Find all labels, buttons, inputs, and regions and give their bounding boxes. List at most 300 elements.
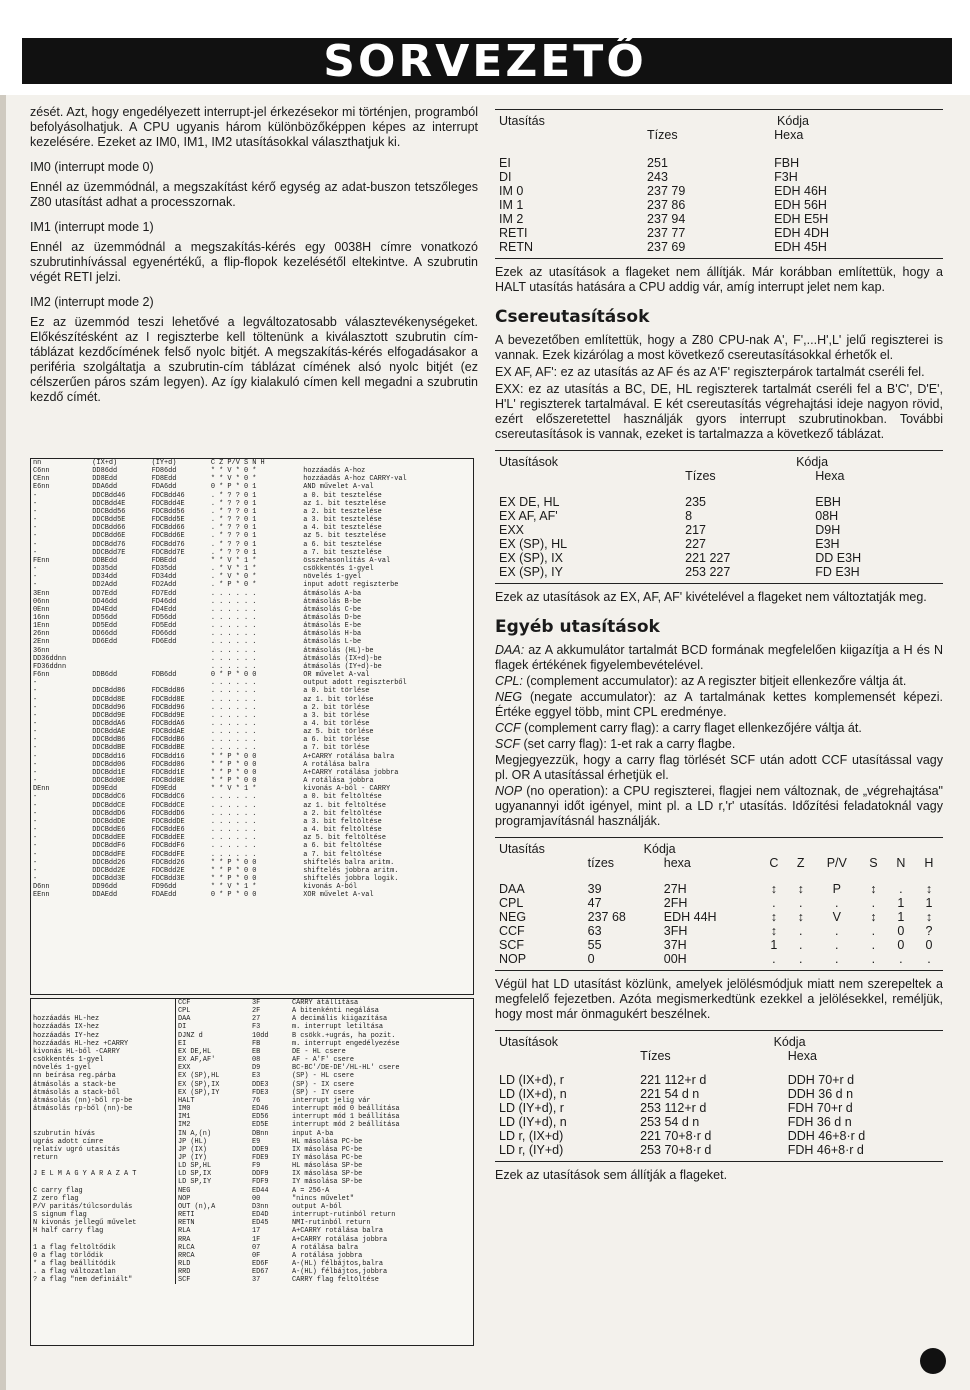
table-row bbox=[495, 1143, 943, 1157]
listing-cell: . . . . . . bbox=[210, 728, 257, 737]
listing-cell: FDCBddA6 bbox=[151, 720, 185, 728]
opcode-cell: 00 bbox=[252, 1194, 261, 1203]
listing-table bbox=[31, 459, 473, 899]
opcode-cell: E3 bbox=[252, 1072, 261, 1081]
legend-cell: S signum flag bbox=[33, 1211, 87, 1220]
listing2-row bbox=[31, 1138, 473, 1146]
opcode-cell: FDE3 bbox=[252, 1088, 269, 1097]
listing-cell: DDCBdd96 bbox=[92, 703, 126, 712]
listing-cell: DD36ddnn bbox=[33, 654, 67, 663]
col-header-tizes: Tízes bbox=[685, 469, 716, 483]
listing-cell: FD34dd bbox=[151, 573, 177, 582]
decimal-code-cell: 237 86 bbox=[647, 198, 686, 212]
table-row bbox=[495, 212, 943, 226]
listing-cell: - bbox=[33, 491, 38, 500]
listing-cell bbox=[90, 679, 149, 687]
listing-cell: FDCBdd2E bbox=[151, 866, 185, 875]
description-cell: A-(HL) félbájtos,balra bbox=[292, 1260, 383, 1268]
decimal-code-cell: 63 bbox=[587, 924, 602, 938]
ld-table bbox=[495, 1030, 943, 1162]
listing-row bbox=[31, 590, 473, 598]
listing-cell: DDCBdd5E bbox=[92, 516, 126, 525]
decimal-code-cell: 8 bbox=[685, 509, 693, 523]
listing-cell: DD86dd bbox=[92, 467, 118, 476]
legend-cell: N kivonás jellegű művelet bbox=[33, 1219, 137, 1228]
opcode-cell: ED44 bbox=[252, 1186, 269, 1195]
listing-cell: az 1. bit tesztelése bbox=[303, 499, 386, 508]
listing-cell: FEnn bbox=[33, 556, 50, 565]
listing-row bbox=[31, 696, 473, 704]
listing-cell: AND művelet A-val bbox=[303, 483, 374, 492]
description-cell: m. interrupt engedélyezése bbox=[292, 1039, 400, 1048]
opcode-cell: 37 bbox=[252, 1276, 261, 1285]
description-cell: (SP) - HL csere bbox=[292, 1072, 355, 1081]
listing-row bbox=[31, 679, 473, 687]
nop-text: (no operation): a CPU regiszterei, flagjei nem változnak, de „végrehajtása" ugyanannyi időt igényel, mint pl. a LD r,'r' utasítás. Időzítési feladatoknál vagy programjavításnál használják. bbox=[495, 784, 943, 828]
listing-cell: a 6. bit tesztelése bbox=[303, 540, 382, 549]
listing-cell: FDCBdd06 bbox=[151, 760, 185, 769]
listing-cell: FDCBdd16 bbox=[151, 752, 185, 761]
flag-cell: . bbox=[799, 896, 803, 910]
listing-cell: - bbox=[33, 809, 38, 818]
listing-row bbox=[31, 842, 473, 850]
page-end-dot bbox=[920, 1348, 946, 1374]
description-cell: A decimális kiigazítása bbox=[292, 1015, 388, 1024]
col-header-hexa: hexa bbox=[663, 856, 691, 870]
description-cell: IX másolása PC-be bbox=[292, 1145, 363, 1154]
hex-code-cell: FBH bbox=[774, 156, 800, 170]
listing2-row bbox=[31, 1236, 473, 1244]
listing-row bbox=[31, 606, 473, 614]
listing-cell: átmásolás C-be bbox=[303, 605, 362, 614]
listing-cell: - bbox=[33, 728, 38, 737]
listing-cell: . . . . . . bbox=[210, 679, 257, 688]
listing2-row bbox=[31, 1162, 473, 1170]
decimal-code-cell: 47 bbox=[587, 896, 602, 910]
mnemonic-cell: JP (IY) bbox=[176, 1154, 251, 1162]
legend-cell: hozzáadás HL-hez +CARRY bbox=[33, 1039, 129, 1048]
listing-row bbox=[31, 744, 473, 752]
listing-cell: . . . . . . bbox=[210, 687, 257, 696]
instruction-cell: DAA bbox=[499, 882, 525, 896]
col-header-hexa: Hexa bbox=[815, 469, 845, 483]
listing-row bbox=[31, 630, 473, 638]
decimal-code-cell: 251 bbox=[647, 156, 668, 170]
listing-cell: - bbox=[33, 703, 38, 712]
listing-cell: FDCBdd56 bbox=[151, 507, 185, 516]
legend-cell: relatív ugró utasítás bbox=[33, 1145, 120, 1154]
listing-row bbox=[31, 687, 473, 695]
listing-row bbox=[31, 712, 473, 720]
listing-cell: A+CARRY rotálása balra bbox=[303, 752, 395, 761]
flag-cell: . bbox=[927, 952, 931, 966]
flag-cell: . bbox=[871, 938, 876, 952]
listing-row bbox=[31, 508, 473, 516]
listing-cell: FDCBdd26 bbox=[151, 858, 185, 867]
after-table4-text: Ezek az utasítások sem állítják a flageket. bbox=[495, 1168, 728, 1182]
listing-cell: E6nn bbox=[33, 483, 50, 492]
description-cell: interrupt-rutinból return bbox=[292, 1211, 396, 1220]
opcode-cell: FDF9 bbox=[252, 1178, 269, 1187]
listing-cell: FDCBdd9E bbox=[151, 711, 185, 720]
instruction-cell: IM 0 bbox=[499, 184, 524, 198]
listing-cell: FDCBdd66 bbox=[151, 524, 185, 533]
listing-cell: FDCBddD6 bbox=[151, 809, 185, 818]
col-header-hexa: Hexa bbox=[787, 1049, 817, 1063]
legend-cell: szubrutin hívás bbox=[33, 1129, 96, 1138]
listing-cell: FDCBdd1E bbox=[151, 768, 185, 777]
listing-cell: * * P * 0 0 bbox=[210, 760, 257, 769]
page-header bbox=[0, 0, 970, 95]
instruction-cell: EX (SP), IX bbox=[499, 551, 563, 565]
listing-cell: FDCBddFE bbox=[151, 850, 185, 859]
listing-cell: . . . . . . bbox=[210, 711, 257, 720]
listing-cell: - bbox=[33, 760, 38, 769]
opcode-cell: 27 bbox=[252, 1015, 261, 1024]
ccf-desc bbox=[495, 721, 943, 736]
daa-term: DAA: bbox=[495, 643, 525, 657]
decimal-code-cell: 0 bbox=[587, 952, 595, 966]
mnemonic-cell: LD SP,IX bbox=[176, 1170, 251, 1178]
listing-cell bbox=[90, 663, 149, 671]
listing-row bbox=[31, 541, 473, 549]
listing2-row bbox=[31, 1170, 473, 1178]
listing-row bbox=[31, 565, 473, 573]
listing-row bbox=[31, 549, 473, 557]
listing-cell: A rotálása jobbra bbox=[303, 777, 374, 786]
listing2-table bbox=[31, 999, 473, 1284]
listing2-row bbox=[31, 1130, 473, 1138]
table-row bbox=[495, 896, 943, 910]
table-row bbox=[495, 565, 943, 579]
opcode-cell: DDF9 bbox=[252, 1170, 269, 1179]
listing-cell: az 1. bit feltöltése bbox=[303, 801, 386, 810]
listing-cell: . . . . . . bbox=[210, 589, 257, 598]
listing-cell: FD86dd bbox=[151, 467, 177, 476]
listing-cell: - bbox=[33, 687, 38, 696]
scf-term: SCF bbox=[495, 737, 520, 751]
legend-cell bbox=[31, 1007, 176, 1015]
table-row bbox=[495, 509, 943, 523]
flag-cell: ↕ bbox=[770, 882, 777, 896]
listing-cell: a 6. bit feltöltése bbox=[303, 842, 382, 851]
table-row bbox=[495, 938, 943, 952]
listing-cell: . * ? ? 0 1 bbox=[210, 532, 257, 541]
legend-cell: C carry flag bbox=[33, 1186, 83, 1195]
interrupt-table bbox=[495, 109, 943, 259]
opcode-cell: ED56 bbox=[252, 1113, 269, 1122]
listing-cell: - bbox=[33, 573, 38, 582]
legend-cell bbox=[31, 1236, 176, 1244]
listing-cell: . * V * 0 * bbox=[210, 573, 257, 582]
listing-cell: átmásolás H-ba bbox=[303, 630, 362, 639]
opcode-cell: DDE9 bbox=[252, 1145, 269, 1154]
listing-cell: 26nn bbox=[33, 630, 50, 639]
mnemonic-cell: EX (SP),IX bbox=[176, 1081, 251, 1089]
listing-cell: 16nn bbox=[33, 613, 50, 622]
listing-row bbox=[31, 728, 473, 736]
decimal-code-cell: 221 227 bbox=[685, 551, 731, 565]
listing-cell: átmásolás (IY+d)-be bbox=[303, 662, 382, 671]
listing-cell: kivonás A-ból bbox=[303, 883, 358, 892]
listing2-row bbox=[31, 999, 473, 1007]
listing-cell: - bbox=[33, 768, 38, 777]
listing-row bbox=[31, 834, 473, 842]
flag-cell: ↕ bbox=[870, 910, 877, 924]
description-cell: interrupt mód 2 beállítása bbox=[292, 1121, 400, 1130]
neg-text: (negate accumulator): az A tartalmának kettes komplemensét képezi. Értéke eggyel több, mint CPL eredménye. bbox=[495, 690, 943, 719]
listing2-row bbox=[31, 1252, 473, 1260]
listing-cell: - bbox=[33, 866, 38, 875]
listing2-row bbox=[31, 1081, 473, 1089]
listing-cell: DDBEdd bbox=[92, 556, 118, 565]
listing-cell: FDCBdd76 bbox=[151, 540, 185, 549]
listing-cell: - bbox=[33, 524, 38, 533]
listing-cell: DDCBdd46 bbox=[92, 491, 126, 500]
listing-cell: DDCBdd06 bbox=[92, 760, 126, 769]
listing-cell: - bbox=[33, 834, 38, 843]
listing2-row bbox=[31, 1064, 473, 1072]
listing-cell: DDCBdd8E bbox=[92, 695, 126, 704]
description-cell: DE - HL csere bbox=[292, 1047, 346, 1056]
table-row bbox=[495, 551, 943, 565]
listing-row bbox=[31, 704, 473, 712]
listing2-row bbox=[31, 1211, 473, 1219]
listing-cell: FDCBddAE bbox=[151, 728, 185, 737]
listing-row bbox=[31, 818, 473, 826]
listing-cell: a 3. bit törlése bbox=[303, 711, 370, 720]
ccf-text: (complement carry flag): a carry flaget ellenkezőjére váltja át. bbox=[520, 721, 862, 735]
flag-cell: ? bbox=[925, 924, 933, 938]
mnemonic-cell: EX AF,AF' bbox=[176, 1056, 251, 1064]
instruction-cell: CPL bbox=[499, 896, 524, 910]
opcode-cell: 76 bbox=[252, 1096, 261, 1105]
listing-cell: a 7. bit tesztelése bbox=[303, 548, 382, 557]
listing-cell: FDCBddCE bbox=[151, 801, 185, 810]
flag-cell: . bbox=[871, 896, 876, 910]
listing2-row bbox=[31, 1048, 473, 1056]
listing-cell: DD4Edd bbox=[92, 605, 118, 614]
listing-cell: - bbox=[33, 507, 38, 516]
listing-row bbox=[31, 581, 473, 589]
listing-cell: . . . . . . bbox=[210, 630, 257, 639]
instruction-cell: RETI bbox=[499, 226, 528, 240]
opcode-cell: 2F bbox=[252, 1007, 261, 1016]
listing-cell: DDCBddAE bbox=[92, 728, 126, 737]
listing-cell: - bbox=[33, 540, 38, 549]
listing-cell: . . . . . . bbox=[210, 744, 257, 753]
right-column bbox=[495, 105, 943, 1191]
listing-cell: FDCBdd46 bbox=[151, 491, 185, 500]
legend-cell: ? a flag "nem definiált" bbox=[33, 1276, 133, 1285]
listing-cell: átmásolás L-be bbox=[303, 638, 362, 647]
ccf-term: CCF bbox=[495, 721, 521, 735]
listing-cell: - bbox=[33, 793, 38, 802]
listing-cell: - bbox=[33, 842, 38, 851]
listing-cell: FDCBddE6 bbox=[151, 826, 185, 835]
listing-header-row bbox=[31, 459, 473, 467]
left-column bbox=[30, 105, 478, 413]
legend-cell bbox=[31, 1178, 176, 1186]
mnemonic-cell: EX DE,HL bbox=[176, 1048, 251, 1056]
listing2-row bbox=[31, 1203, 473, 1211]
listing-cell: D6nn bbox=[33, 883, 50, 892]
listing-cell: EEnn bbox=[33, 891, 50, 900]
hex-code-cell: F3H bbox=[774, 170, 798, 184]
decimal-code-cell: 237 68 bbox=[587, 910, 626, 924]
listing-row bbox=[31, 492, 473, 500]
listing-cell: FDCBdd86 bbox=[151, 687, 185, 696]
listing-cell: . . . . . . bbox=[210, 622, 257, 631]
listing-cell: DDCBddCE bbox=[92, 801, 126, 810]
listing-cell: hozzáadás A-hoz bbox=[303, 467, 366, 476]
listing-cell: FDBEdd bbox=[151, 556, 177, 565]
hex-code-cell: EDH 45H bbox=[774, 240, 827, 254]
listing-row bbox=[31, 671, 473, 679]
hex-code-cell: EBH bbox=[815, 495, 841, 509]
listing-cell: DD96dd bbox=[92, 883, 118, 892]
listing-row bbox=[31, 883, 473, 891]
decimal-code-cell: 227 bbox=[685, 537, 706, 551]
opcode-cell: F3 bbox=[252, 1023, 261, 1032]
table-row bbox=[495, 226, 943, 240]
listing-cell: DDCBddE6 bbox=[92, 826, 126, 835]
instruction-listing-2 bbox=[30, 998, 474, 1346]
listing-cell: DDCBddEE bbox=[92, 834, 126, 843]
listing-cell: . * ? ? 0 1 bbox=[210, 548, 257, 557]
flag-cell: . bbox=[835, 924, 839, 938]
flag-cell: V bbox=[832, 910, 841, 924]
listing-cell: . . . . . . bbox=[210, 654, 257, 663]
closing-paragraph: Végül hat LD utasítást közlünk, amelyek jelölésmódjuk miatt nem szerepeltek a megfelelő fejezetben. Azóta megismerkedtünk ezekkel a jelölésekkel, reméljük, hogy most már önmagukért beszélnek. bbox=[495, 977, 943, 1021]
nop-term: NOP bbox=[495, 784, 523, 798]
listing-cell: a 3. bit feltöltése bbox=[303, 817, 382, 826]
instruction-cell: LD (IX+d), r bbox=[499, 1073, 564, 1087]
mnemonic-cell: JP (HL) bbox=[176, 1138, 251, 1146]
flag-cell: ↕ bbox=[797, 882, 804, 896]
table-row bbox=[495, 1115, 943, 1129]
listing-cell: FD9Edd bbox=[151, 785, 177, 794]
description-cell: interrupt mód 0 beállítása bbox=[292, 1105, 400, 1114]
listing-cell: - bbox=[33, 817, 38, 826]
listing-cell: XOR művelet A-val bbox=[303, 891, 374, 900]
listing-header-cell bbox=[301, 459, 473, 467]
listing-cell: DD46dd bbox=[92, 597, 118, 606]
listing-cell: a 7. bit feltöltése bbox=[303, 850, 382, 859]
listing-cell: OR művelet A-val bbox=[303, 671, 370, 680]
listing-cell: 1Enn bbox=[33, 622, 50, 631]
listing-cell: DDCBddD6 bbox=[92, 809, 126, 818]
listing2-row bbox=[31, 1195, 473, 1203]
legend-cell: hozzáadás IY-hez bbox=[33, 1031, 100, 1040]
flag-header: Z bbox=[796, 856, 805, 870]
decimal-code-cell: 237 69 bbox=[647, 240, 686, 254]
listing-cell: a 2. bit tesztelése bbox=[303, 507, 382, 516]
listing-row bbox=[31, 647, 473, 655]
table-row bbox=[495, 1101, 943, 1115]
description-cell: HL másolása PC-be bbox=[292, 1137, 363, 1146]
listing-cell: - bbox=[33, 801, 38, 810]
daa-text: az A akkumulátor tartalmát BCD formának megfelelően kiigazítja a H és N flagek értékének figyelembevételével. bbox=[495, 643, 943, 672]
listing-row bbox=[31, 891, 473, 899]
hex-code-cell: 08H bbox=[815, 509, 839, 523]
decimal-code-cell: 221 70+8·r d bbox=[640, 1129, 712, 1143]
mnemonic-cell: IM1 bbox=[176, 1113, 251, 1121]
legend-cell: Z zero flag bbox=[33, 1194, 79, 1203]
description-cell: B csökk.+ugrás, ha pozit. bbox=[292, 1031, 396, 1040]
flag-cell: . bbox=[871, 924, 876, 938]
mnemonic-cell: IM2 bbox=[176, 1121, 251, 1129]
flag-header: H bbox=[924, 856, 934, 870]
cpl-text: (complement accumulator): az A regiszter bitjeit ellenkezőre váltja át. bbox=[522, 674, 907, 688]
legend-cell: return bbox=[33, 1153, 58, 1162]
listing-header-cell: C Z P/V S N H bbox=[210, 459, 265, 467]
hex-code-cell: FDH 70+r d bbox=[787, 1101, 853, 1115]
listing-cell: a 2. bit törlése bbox=[303, 703, 370, 712]
listing-row bbox=[31, 557, 473, 565]
listing-cell: output adott regiszterből bbox=[303, 679, 407, 688]
mnemonic-cell: EX (SP),HL bbox=[176, 1072, 251, 1080]
mnemonic-cell: LD SP,IY bbox=[176, 1178, 251, 1186]
listing-cell: * * P * 0 0 bbox=[210, 752, 257, 761]
listing-row bbox=[31, 875, 473, 883]
listing-cell: FDCBdd5E bbox=[151, 516, 185, 525]
scf-desc bbox=[495, 737, 943, 752]
listing-cell: FD46dd bbox=[151, 597, 177, 606]
listing-cell: FDCBdd6E bbox=[151, 532, 185, 541]
listing2-row bbox=[31, 1187, 473, 1195]
listing-cell: összehasonlítás A-val bbox=[303, 556, 391, 565]
mnemonic-cell: EX (SP),IY bbox=[176, 1089, 251, 1097]
hex-code-cell: EDH 56H bbox=[774, 198, 827, 212]
mnemonic-cell: NEG bbox=[176, 1187, 251, 1195]
mnemonic-cell: RLD bbox=[176, 1260, 251, 1268]
opcode-cell: FDE9 bbox=[252, 1153, 269, 1162]
opcode-cell: 07 bbox=[252, 1243, 261, 1252]
decimal-code-cell: 235 bbox=[685, 495, 706, 509]
listing-row bbox=[31, 500, 473, 508]
instruction-cell: IM 2 bbox=[499, 212, 524, 226]
instruction-cell: RETN bbox=[499, 240, 534, 254]
listing-cell: . . . . . . bbox=[210, 613, 257, 622]
listing-cell: . . . . . . bbox=[210, 850, 257, 859]
listing-cell: shiftelés jobbra logik. bbox=[303, 874, 399, 883]
decimal-code-cell: 253 70+8·r d bbox=[640, 1143, 712, 1157]
listing-cell: DDCBdd66 bbox=[92, 524, 126, 533]
legend-cell: hozzáadás IX-hez bbox=[33, 1023, 100, 1032]
listing-cell: DDCBdd16 bbox=[92, 752, 126, 761]
listing2-row bbox=[31, 1154, 473, 1162]
mnemonic-cell: IN A,(n) bbox=[176, 1130, 251, 1138]
hex-code-cell: EDH 44H bbox=[663, 910, 717, 924]
listing-cell: 0 * P * 0 0 bbox=[210, 891, 257, 900]
listing-cell: DDCBdd56 bbox=[92, 507, 126, 516]
listing2-row bbox=[31, 1219, 473, 1227]
legend-cell: növelés 1-gyel bbox=[33, 1064, 91, 1073]
opcode-cell: 08 bbox=[252, 1056, 261, 1065]
listing-cell: . . . . . . bbox=[210, 703, 257, 712]
description-cell: IX másolása SP-be bbox=[292, 1170, 363, 1179]
listing2-row bbox=[31, 1146, 473, 1154]
ld-code-table bbox=[495, 1035, 943, 1157]
opcode-cell: DBnn bbox=[252, 1129, 269, 1138]
listing-cell: * * P * 0 0 bbox=[210, 874, 257, 883]
listing-cell: FDCBdd0E bbox=[151, 777, 185, 786]
description-cell: input A-ba bbox=[292, 1129, 334, 1138]
col-header-tizes: Tízes bbox=[647, 128, 678, 142]
listing2-row bbox=[31, 1268, 473, 1276]
listing-cell: - bbox=[33, 499, 38, 508]
